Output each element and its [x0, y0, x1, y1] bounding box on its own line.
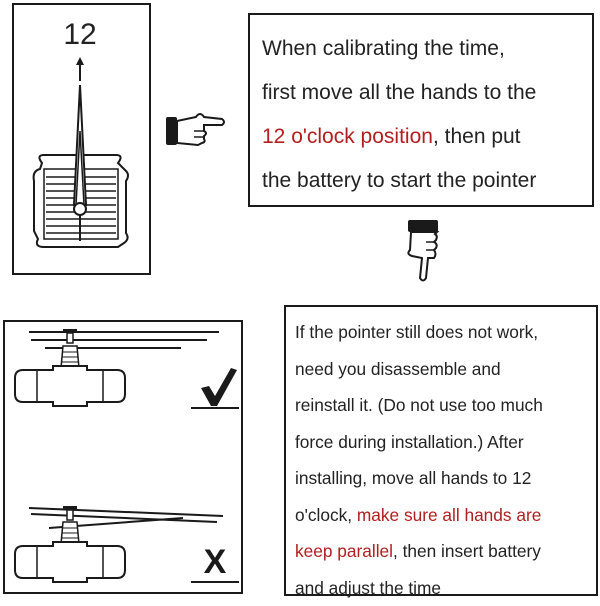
- troubleshoot-line-2: need you disassemble and: [295, 351, 592, 388]
- calibration-line-3-rest: , then put: [433, 125, 521, 148]
- troubleshoot-line-4: force during installation.) After: [295, 424, 592, 461]
- twelve-label: 12: [50, 18, 110, 52]
- troubleshoot-line-6-start: o'clock,: [295, 505, 357, 525]
- check-icon: [191, 368, 239, 408]
- clock-movement-illustration: [14, 5, 149, 273]
- pointing-down-hand-icon: [402, 218, 450, 284]
- movement-diagram-box: [12, 3, 151, 275]
- parallel-highlight-1: make sure all hands are: [357, 505, 541, 525]
- parallel-hands-correct: [15, 329, 219, 406]
- twelve-oclock-highlight: 12 o'clock position: [262, 125, 433, 148]
- parallel-hands-diagram-box: [3, 320, 243, 594]
- troubleshoot-line-7-rest: , then insert battery: [393, 541, 541, 561]
- calibration-line-2: first move all the hands to the: [262, 71, 586, 115]
- pointing-right-hand-icon: [164, 103, 226, 149]
- troubleshoot-line-6: [295, 497, 592, 534]
- troubleshoot-instruction-box: [284, 305, 598, 596]
- calibration-line-1: When calibrating the time,: [262, 27, 586, 71]
- troubleshoot-line-1: If the pointer still does not work,: [295, 314, 592, 351]
- troubleshoot-line-3: reinstall it. (Do not use too much: [295, 387, 592, 424]
- troubleshoot-line-8: and adjust the time: [295, 570, 592, 606]
- calibration-line-3: [262, 115, 586, 159]
- calibration-line-4: the battery to start the pointer: [262, 159, 586, 203]
- non-parallel-hands-wrong: [15, 506, 223, 582]
- troubleshoot-line-5: installing, move all hands to 12: [295, 460, 592, 497]
- troubleshoot-text: [295, 314, 592, 606]
- calibration-instruction-box: [248, 13, 594, 207]
- troubleshoot-line-7: [295, 533, 592, 570]
- wrong-mark: X: [201, 544, 229, 580]
- calibration-text: [262, 27, 586, 203]
- parallel-highlight-2: keep parallel: [295, 541, 393, 561]
